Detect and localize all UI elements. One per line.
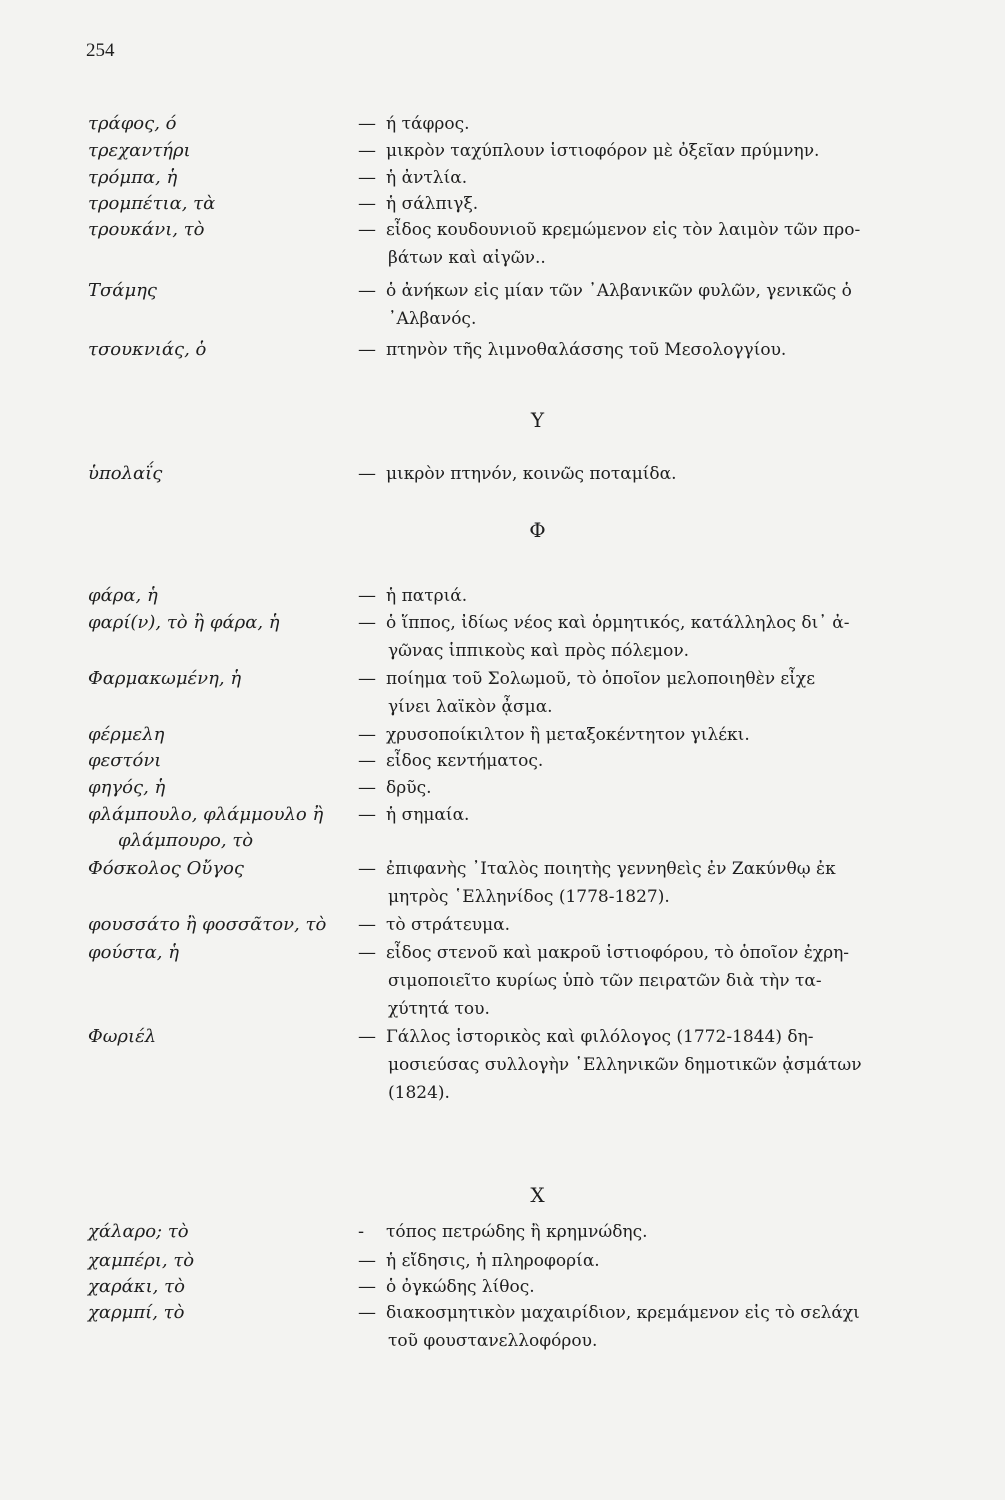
entry-term: ὑπολαΐς bbox=[88, 463, 163, 484]
entry-definition: εἶδος στενοῦ καὶ μακροῦ ἱστιοφόρου, τὸ ὁποῖον ἐχρη- bbox=[386, 943, 850, 963]
entry-definition: (1824). bbox=[388, 1083, 450, 1103]
entry-term: τρόμπα, ἡ bbox=[88, 167, 178, 188]
entry-term: τρεχαντήρι bbox=[88, 140, 191, 161]
entry-dash: — bbox=[358, 1026, 376, 1047]
entry-definition: ἡ εἴδησις, ἡ πληροφορία. bbox=[386, 1251, 600, 1271]
entry-definition: ἐπιφανὴς ᾿Ιταλὸς ποιητὴς γεννηθεὶς ἐν Ζακύνθῳ ἐκ bbox=[386, 859, 836, 879]
entry-term: Φωριέλ bbox=[88, 1026, 157, 1047]
entry-dash: — bbox=[358, 1276, 376, 1297]
entry-term: χάλαρο; τὸ bbox=[88, 1221, 189, 1242]
entry-dash: — bbox=[358, 942, 376, 963]
entry-definition: μητρὸς ῾Ελληνίδος (1778-1827). bbox=[388, 887, 670, 907]
entry-definition: μοσιεύσας συλλογὴν ῾Ελληνικῶν δημοτικῶν ᾀσμάτων bbox=[388, 1055, 862, 1075]
entry-term: χαμπέρι, τὸ bbox=[88, 1250, 195, 1271]
entry-dash: - bbox=[358, 1221, 365, 1242]
entry-definition: ἡ σάλπιγξ. bbox=[386, 194, 479, 214]
entry-dash: — bbox=[358, 280, 376, 301]
entry-term: χαράκι, τὸ bbox=[88, 1276, 185, 1297]
entry-term: φέρμελη bbox=[88, 724, 165, 745]
entry-dash: — bbox=[358, 219, 376, 240]
entry-dash: — bbox=[358, 777, 376, 798]
entry-term: φηγός, ἡ bbox=[88, 777, 166, 798]
entry-definition: ὁ ἀνήκων εἰς μίαν τῶν ᾿Αλβανικῶν φυλῶν, γενικῶς ὁ bbox=[386, 281, 852, 301]
section-letter-heading: Φ bbox=[529, 518, 546, 542]
entry-definition: ὁ ὀγκώδης λίθος. bbox=[386, 1277, 535, 1297]
entry-definition: γίνει λαϊκὸν ᾆσμα. bbox=[388, 697, 553, 717]
entry-dash: — bbox=[358, 804, 376, 825]
section-letter-heading: Χ bbox=[530, 1183, 545, 1207]
entry-dash: — bbox=[358, 167, 376, 188]
entry-dash: — bbox=[358, 585, 376, 606]
entry-term: Φόσκολος Οὔγος bbox=[88, 858, 244, 879]
entry-definition: Γάλλος ἱστορικὸς καὶ φιλόλογος (1772-1844) δη- bbox=[386, 1027, 814, 1047]
entry-term: φάρα, ἡ bbox=[88, 585, 158, 606]
entry-definition: δρῦς. bbox=[386, 778, 432, 798]
entry-dash: — bbox=[358, 140, 376, 161]
entry-dash: — bbox=[358, 1250, 376, 1271]
entry-definition: τοῦ φουστανελλοφόρου. bbox=[388, 1331, 598, 1351]
entry-term: Τσάμης bbox=[88, 280, 158, 301]
entry-definition: γῶνας ἱππικοὺς καὶ πρὸς πόλεμον. bbox=[388, 641, 690, 661]
entry-definition: ᾿Αλβανός. bbox=[388, 309, 477, 329]
entry-dash: — bbox=[358, 858, 376, 879]
entry-dash: — bbox=[358, 750, 376, 771]
entry-definition: τὸ στράτευμα. bbox=[386, 915, 511, 935]
entry-definition: χρυσοποίκιλτον ἢ μεταξοκέντητον γιλέκι. bbox=[386, 725, 750, 745]
entry-definition: μικρὸν πτηνόν, κοινῶς ποταμίδα. bbox=[386, 464, 677, 484]
entry-definition: ή τάφρος. bbox=[386, 114, 470, 134]
entry-term: φαρί(ν), τὸ ἢ φάρα, ἡ bbox=[88, 612, 280, 633]
entry-term: τσουκνιάς, ὁ bbox=[88, 339, 207, 360]
entry-definition: βάτων καὶ αἰγῶν.. bbox=[388, 248, 546, 268]
entry-definition: πτηνὸν τῆς λιμνοθαλάσσης τοῦ Μεσολογγίου. bbox=[386, 340, 787, 360]
entry-dash: — bbox=[358, 113, 376, 134]
entry-term: φλάμπουρο, τὸ bbox=[118, 830, 254, 851]
entry-definition: ἡ πατριά. bbox=[386, 586, 468, 606]
entry-dash: — bbox=[358, 463, 376, 484]
entry-term: φεστόνι bbox=[88, 750, 162, 771]
entry-definition: τόπος πετρώδης ἢ κρημνώδης. bbox=[386, 1222, 648, 1242]
entry-dash: — bbox=[358, 339, 376, 360]
entry-definition: ὁ ἵππος, ἰδίως νέος καὶ ὁρμητικός, κατάλληλος δι᾿ ἀ- bbox=[386, 613, 850, 633]
entry-definition: εἶδος κεντήματος. bbox=[386, 751, 544, 771]
entry-term: τράφος, ό bbox=[88, 113, 177, 134]
entry-definition: χύτητά του. bbox=[388, 999, 490, 1019]
entry-definition: εἶδος κουδουνιοῦ κρεμώμενον εἰς τὸν λαιμὸν τῶν προ- bbox=[386, 220, 861, 240]
entry-definition: ἡ ἀντλία. bbox=[386, 168, 468, 188]
entry-definition: ποίημα τοῦ Σολωμοῦ, τὸ ὁποῖον μελοποιηθὲν εἶχε bbox=[386, 669, 816, 689]
entry-dash: — bbox=[358, 724, 376, 745]
entry-dash: — bbox=[358, 668, 376, 689]
entry-term: φούστα, ἡ bbox=[88, 942, 180, 963]
section-letter-heading: Υ bbox=[530, 408, 545, 432]
entry-term: φλάμπουλο, φλάμμουλο ἢ bbox=[88, 804, 324, 825]
entry-term: φουσσάτο ἢ φοσσᾶτον, τὸ bbox=[88, 914, 327, 935]
entry-term: χαρμπί, τὸ bbox=[88, 1302, 185, 1323]
entry-dash: — bbox=[358, 612, 376, 633]
entry-term: τρουκάνι, τὸ bbox=[88, 219, 205, 240]
entry-term: τρομπέτια, τὰ bbox=[88, 193, 216, 214]
entry-definition: διακοσμητικὸν μαχαιρίδιον, κρεμάμενον εἰς τὸ σελάχι bbox=[386, 1303, 860, 1323]
entry-dash: — bbox=[358, 914, 376, 935]
entry-definition: μικρὸν ταχύπλουν ἱστιοφόρον μὲ ὀξεῖαν πρύμνην. bbox=[386, 141, 820, 161]
page-number: 254 bbox=[86, 40, 115, 61]
entry-term: Φαρμακωμένη, ἡ bbox=[88, 668, 242, 689]
entry-definition: ἡ σημαία. bbox=[386, 805, 470, 825]
entry-dash: — bbox=[358, 1302, 376, 1323]
entry-definition: σιμοποιεῖτο κυρίως ὑπὸ τῶν πειρατῶν διὰ τὴν τα- bbox=[388, 971, 822, 991]
entry-dash: — bbox=[358, 193, 376, 214]
